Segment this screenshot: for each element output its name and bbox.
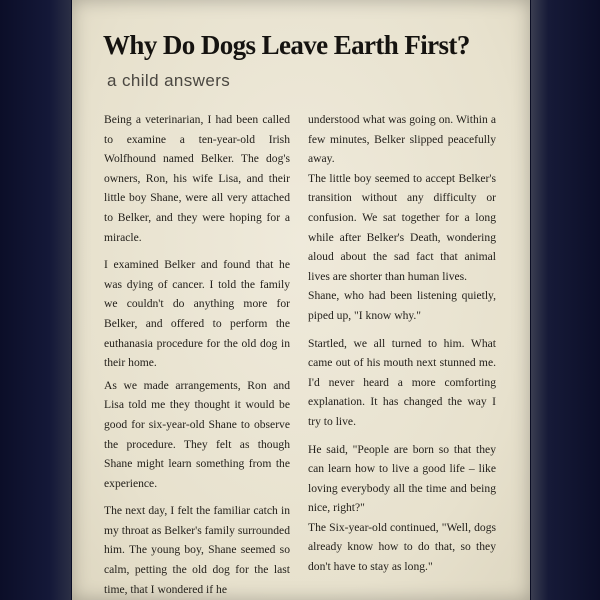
- paragraph: Startled, we all turned to him. What came out of his mouth next stunned me. I'd never heard a more comforting explanation. It has changed the way I try to live.: [308, 336, 496, 428]
- right-column: [308, 110, 496, 577]
- magazine-page: [72, 0, 530, 600]
- paragraph: He said, "People are born so that they can learn how to live a good life – like loving everybody all the time and being nice, right?": [308, 442, 496, 515]
- left-column: [104, 110, 290, 599]
- paragraph: The little boy seemed to accept Belker's transition without any difficulty or confusion. We sat together for a long while after Belker's Death, wondering aloud about the sad fact that animal lives are shorter than human lives.: [308, 171, 496, 283]
- paragraph: I examined Belker and found that he was dying of cancer. I told the family we couldn't do anything more for Belker, and offered to perform the euthanasia procedure for the old dog in their home.: [104, 258, 290, 370]
- paragraph: understood what was going on. Within a few minutes, Belker slipped peacefully away.: [308, 113, 496, 166]
- paragraph: Being a veterinarian, I had been called to examine a ten-year-old Irish Wolfhound named Belker. The dog's owners, Ron, his wife Lisa, and their little boy Shane, were all very attached to Belker, and they were hoping for a miracle.: [104, 113, 290, 244]
- paragraph: The Six-year-old continued, "Well, dogs already know how to do that, so they don't have to stay as long.": [308, 520, 496, 574]
- article-subtitle: a child answers: [107, 71, 231, 90]
- photo-frame-right: [531, 0, 600, 600]
- paragraph: The next day, I felt the familiar catch in my throat as Belker's family surrounded him. The young boy, Shane seemed so calm, petting the old dog for the last time, that I wondered if he: [104, 504, 290, 596]
- photo-frame-left: [0, 0, 71, 600]
- paragraph: As we made arrangements, Ron and Lisa told me they thought it would be good for six-year-old Shane to observe the procedure. They felt as though Shane might learn something from the experience.: [104, 378, 290, 490]
- paragraph: Shane, who had been listening quietly, piped up, "I know why.": [308, 289, 496, 322]
- article-title: Why Do Dogs Leave Earth First?: [103, 30, 470, 60]
